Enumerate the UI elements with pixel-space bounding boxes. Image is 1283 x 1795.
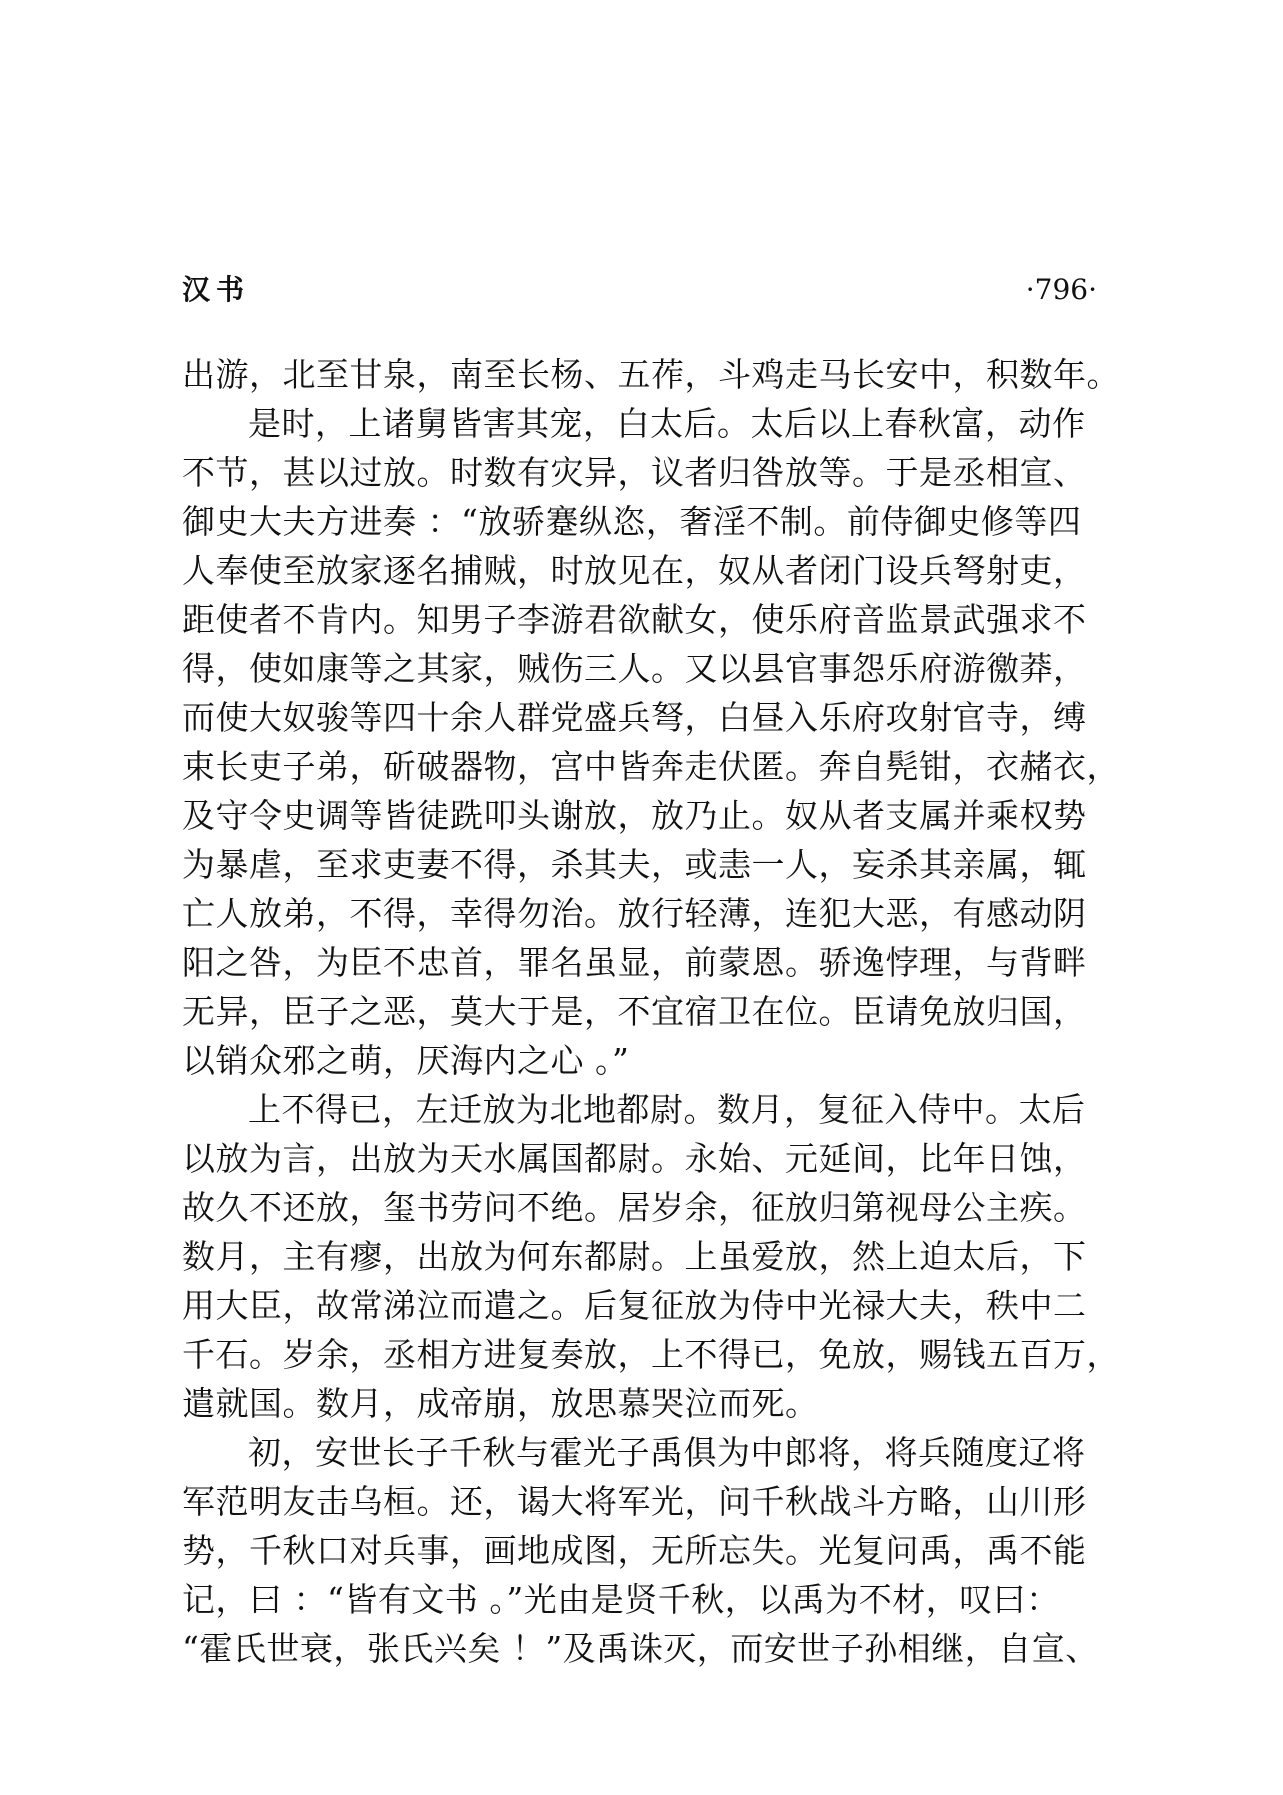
book-title: 汉书 [182, 273, 251, 306]
text-line: 出游，北至甘泉，南至长杨、五莋，斗鸡走马长安中，积数年。 [182, 355, 1120, 394]
text-line: 无异，臣子之恶，莫大于是，不宜宿卫在位。臣请免放归国， [182, 992, 1087, 1031]
text-line: 数月，主有瘳，出放为何东都尉。上虽爱放，然上迫太后，下 [182, 1237, 1087, 1276]
text-line: 以销众邪之萌，厌海内之心 。” [182, 1041, 630, 1080]
body-text [182, 350, 1120, 1673]
text-line: 而使大奴骏等四十余人群党盛兵弩，白昼入乐府攻射官寺，缚 [182, 698, 1087, 737]
page-number: ·796· [1025, 273, 1097, 306]
text-line: 用大臣，故常涕泣而遣之。后复征放为侍中光禄大夫，秩中二 [182, 1286, 1087, 1325]
text-line-paragraph-start: 是时，上诸舅皆害其宠，白太后。太后以上春秋富，动作 [248, 404, 1086, 443]
text-line: 记，曰 ：“皆有文书 。”光由是贤千秋，以禹为不材，叹曰： [182, 1580, 1060, 1619]
text-line: 不节，甚以过放。时数有灾异，议者归咎放等。于是丞相宣、 [182, 453, 1087, 492]
text-line: 为暴虐，至求吏妻不得，杀其夫，或恚一人，妄杀其亲属，辄 [182, 845, 1087, 884]
text-line: 距使者不肯内。知男子李游君欲献女，使乐府音监景武强求不 [182, 600, 1087, 639]
text-line: 及守令史调等皆徒跣叩头谢放，放乃止。奴从者支属并乘权势 [182, 796, 1087, 835]
text-line: 千石。岁余，丞相方进复奏放，上不得已，免放，赐钱五百万， [182, 1335, 1120, 1374]
text-line: 亡人放弟，不得，幸得勿治。放行轻薄，连犯大恶，有感动阴 [182, 894, 1087, 933]
page-header [182, 268, 1097, 312]
text-line-paragraph-start: 初，安世长子千秋与霍光子禹俱为中郎将，将兵随度辽将 [248, 1433, 1086, 1472]
text-line: “霍氏世衰，张氏兴矣 ！”及禹诛灭，而安世子孙相继，自宣、 [182, 1629, 1099, 1668]
text-line-paragraph-start: 上不得已，左迁放为北地都尉。数月，复征入侍中。太后 [248, 1090, 1086, 1129]
text-line: 御史大夫方进奏 ：“放骄蹇纵恣，奢淫不制。前侍御史修等四 [182, 502, 1082, 541]
text-line: 故久不还放，玺书劳问不绝。居岁余，征放归第视母公主疾。 [182, 1188, 1087, 1227]
text-line: 军范明友击乌桓。还，谒大将军光，问千秋战斗方略，山川形 [182, 1482, 1087, 1521]
text-line: 势，千秋口对兵事，画地成图，无所忘失。光复问禹，禹不能 [182, 1531, 1087, 1570]
text-line: 束长吏子弟，斫破器物，宫中皆奔走伏匿。奔自髡钳，衣赭衣， [182, 747, 1120, 786]
text-line: 遣就国。数月，成帝崩，放思慕哭泣而死。 [182, 1384, 819, 1423]
text-line: 得，使如康等之其家，贼伤三人。又以县官事怨乐府游徼莽， [182, 649, 1087, 688]
text-line: 以放为言，出放为天水属国都尉。永始、元延间，比年日蚀， [182, 1139, 1087, 1178]
text-line: 人奉使至放家逐名捕贼，时放见在，奴从者闭门设兵弩射吏， [182, 551, 1087, 590]
text-line: 阳之咎，为臣不忠首，罪名虽显，前蒙恩。骄逸悖理，与背畔 [182, 943, 1087, 982]
